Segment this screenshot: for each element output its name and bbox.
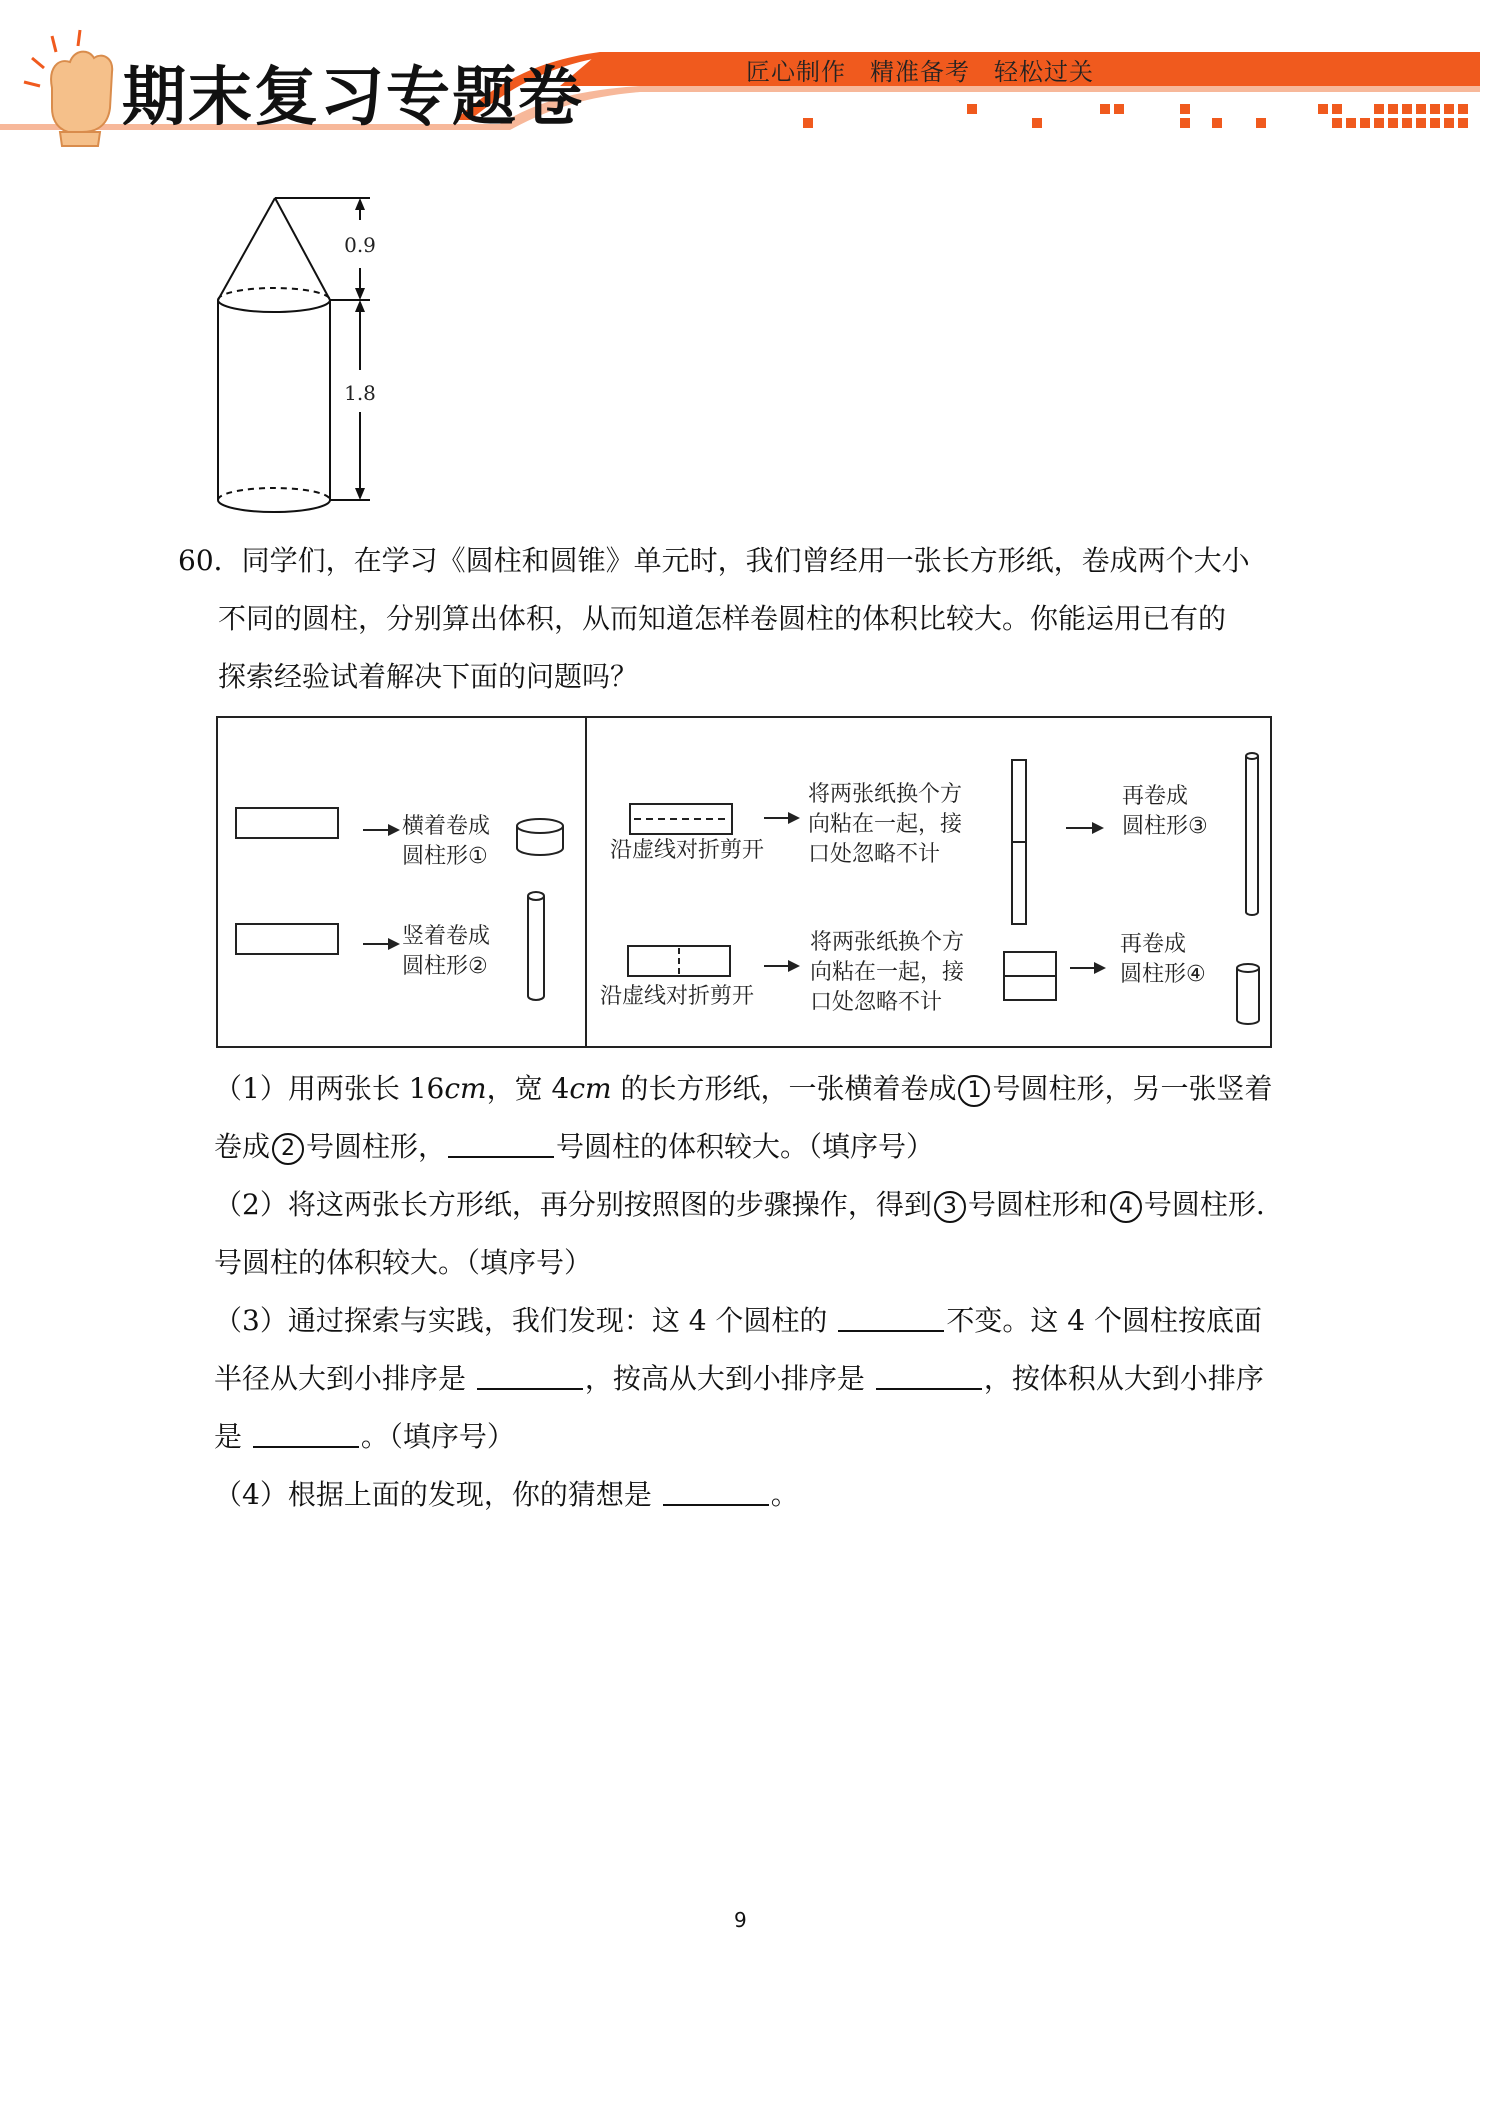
part-3-line-3: 是 。（填序号）: [214, 1420, 515, 1453]
header-title: 期末复习专题卷: [122, 61, 584, 135]
label-roll-3: 再卷成 圆柱形③: [1122, 784, 1208, 839]
answer-blank-5[interactable]: [253, 1426, 359, 1448]
fist-icon: [12, 28, 122, 148]
slogan-3: 轻松过关: [994, 58, 1094, 86]
label-join-top: 将两张纸换个方 向粘在一起，接 口处忽略不计: [808, 782, 963, 867]
part-1-line-1: （1）用两张长 16cm，宽 4cm 的长方形纸，一张横着卷成 1 号圆柱形，另一张竖着: [214, 1072, 1273, 1105]
cone-cylinder-figure: [200, 190, 400, 520]
label-roll-4: 再卷成 圆柱形④: [1120, 932, 1206, 987]
question-number: 60．: [178, 544, 242, 577]
page-number: 9: [734, 1908, 747, 1932]
question-intro-2: 不同的圆柱，分别算出体积，从而知道怎样卷圆柱的体积比较大。你能运用已有的: [218, 602, 1227, 635]
process-diagram: [216, 716, 1272, 1048]
part-4-line-1: （4）根据上面的发现，你的猜想是 。: [214, 1478, 799, 1511]
part-1-line-2: 卷成 2 号圆柱形， 号圆柱的体积较大。（填序号）: [214, 1130, 935, 1163]
answer-blank-2[interactable]: [838, 1310, 944, 1332]
answer-blank-3[interactable]: [477, 1368, 583, 1390]
circled-number-2: 2: [272, 1133, 304, 1165]
circled-number-1: 1: [958, 1075, 990, 1107]
question-line-1: [178, 532, 1250, 590]
part-3-line-2: 半径从大到小排序是 ，按高从大到小排序是 ，按体积从大到小排序: [214, 1362, 1264, 1395]
circled-number-4: 4: [1110, 1191, 1142, 1223]
circled-number-3: 3: [934, 1191, 966, 1223]
slogan-2: 精准备考: [870, 58, 970, 86]
label-roll-horizontal: 横着卷成 圆柱形①: [402, 814, 491, 869]
answer-blank-1[interactable]: [448, 1136, 554, 1158]
part-2-line-2: 号圆柱的体积较大。（填序号）: [214, 1246, 593, 1279]
part-2-line-1: （2）将这两张长方形纸，再分别按照图的步骤操作，得到 3 号圆柱形和 4 号圆柱形.: [214, 1188, 1265, 1221]
dim-label-cone: 0.9: [344, 233, 376, 257]
slogan-1: 匠心制作: [746, 58, 846, 86]
label-cut-bottom: 沿虚线对折剪开: [600, 984, 755, 1009]
part-3-line-1: （3）通过探索与实践，我们发现：这 4 个圆柱的 不变。这 4 个圆柱按底面: [214, 1304, 1262, 1337]
label-join-bottom: 将两张纸换个方 向粘在一起，接 口处忽略不计: [810, 930, 965, 1015]
answer-blank-6[interactable]: [663, 1484, 769, 1506]
header-slogans: [746, 52, 1118, 87]
question-intro-3: 探索经验试着解决下面的问题吗？: [218, 660, 639, 693]
dim-label-cylinder: 1.8: [344, 381, 376, 405]
label-roll-vertical: 竖着卷成 圆柱形②: [402, 924, 491, 979]
answer-blank-4[interactable]: [876, 1368, 982, 1390]
label-cut-top: 沿虚线对折剪开: [610, 838, 765, 863]
question-intro-1: 同学们，在学习《圆柱和圆锥》单元时，我们曾经用一张长方形纸，卷成两个大小: [241, 544, 1250, 577]
